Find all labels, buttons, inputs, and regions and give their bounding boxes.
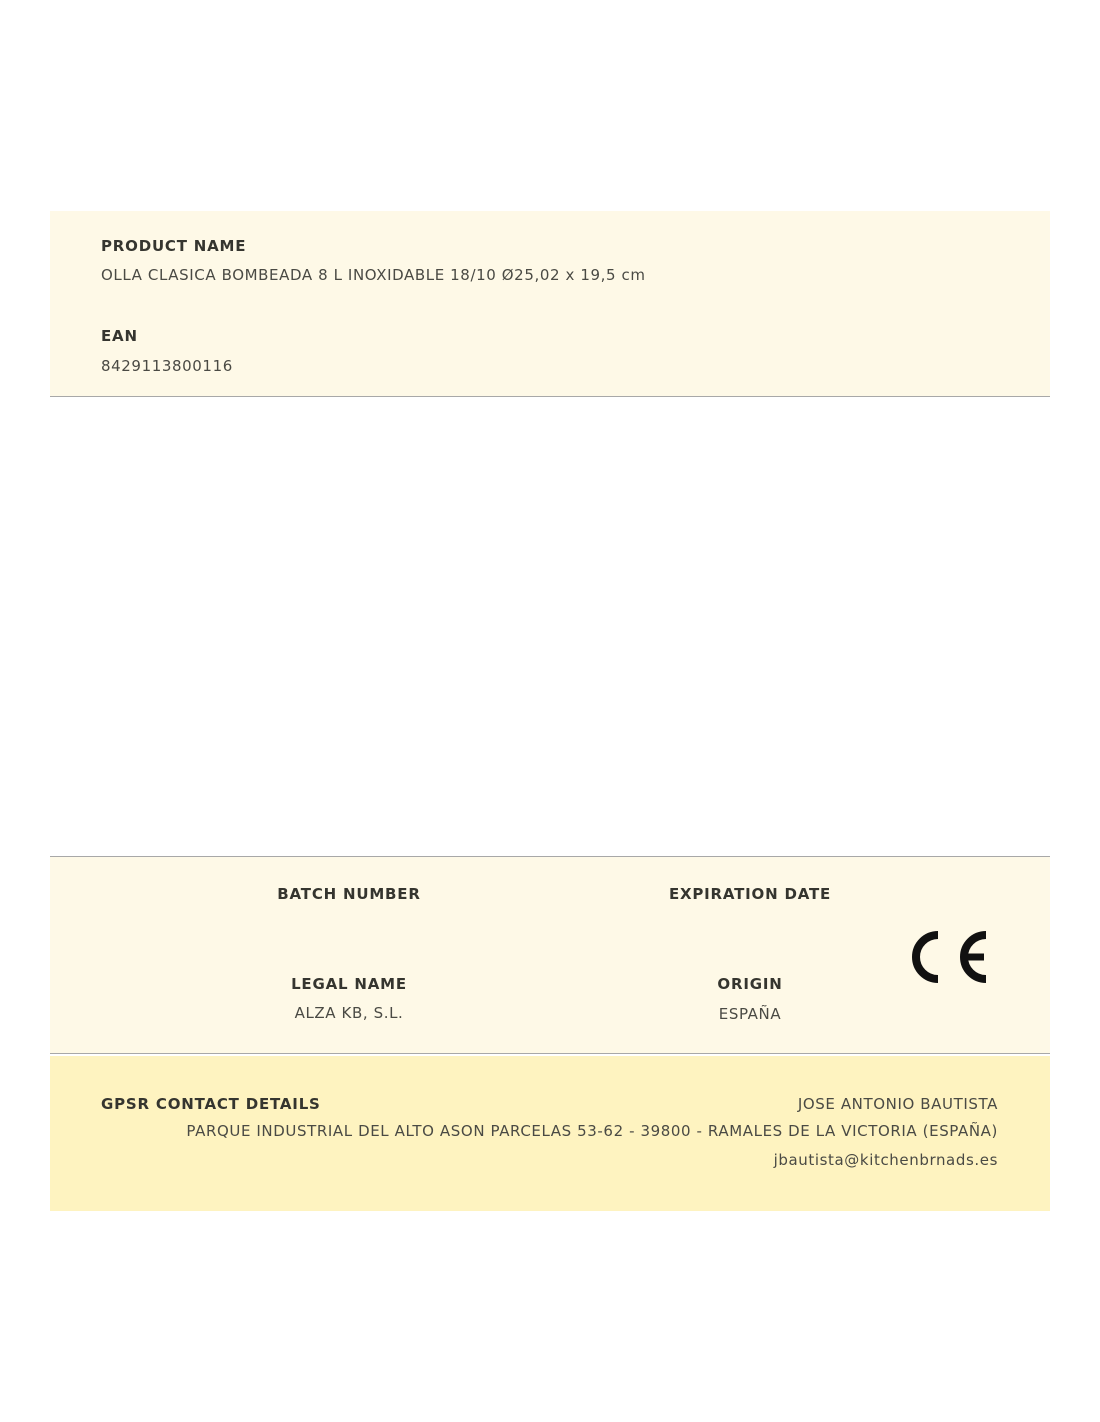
legal-name-value: ALZA KB, S.L. [294,1004,404,1022]
origin-value: ESPAÑA [718,1005,782,1023]
product-name-label: PRODUCT NAME [101,237,247,255]
product-details-panel [50,856,1050,1054]
expiration-date-label: EXPIRATION DATE [668,885,832,903]
ean-value: 8429113800116 [101,357,233,375]
gpsr-contact-panel [50,1056,1050,1211]
product-info-panel [50,211,1050,397]
ce-mark-icon [908,927,992,987]
origin-label: ORIGIN [717,975,783,993]
gpsr-contact-label: GPSR CONTACT DETAILS [101,1095,321,1113]
ean-label: EAN [101,327,138,345]
product-name-value: OLLA CLASICA BOMBEADA 8 L INOXIDABLE 18/10 Ø25,02 x 19,5 cm [101,266,646,284]
contact-email[interactable]: jbautista@kitchenbrnads.es [773,1151,998,1169]
batch-number-label: BATCH NUMBER [277,885,421,903]
contact-person: JOSE ANTONIO BAUTISTA [797,1095,998,1113]
legal-name-label: LEGAL NAME [291,975,407,993]
contact-address: PARQUE INDUSTRIAL DEL ALTO ASON PARCELAS 53-62 - 39800 - RAMALES DE LA VICTORIA (ESPAÑA) [186,1122,998,1140]
